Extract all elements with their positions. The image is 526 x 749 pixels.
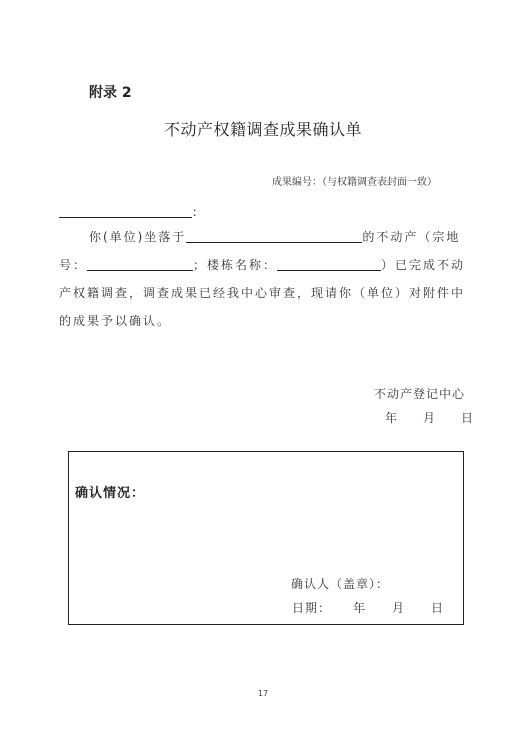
confirmation-month: 月 — [392, 601, 406, 615]
location-prefix: 你(单位)坐落于 — [89, 230, 187, 244]
parcel-no-label: 号： — [59, 258, 88, 272]
result-code-note: 成果编号：（与权籍调查表封面一致） — [272, 177, 437, 188]
confirmation-date — [292, 599, 444, 616]
location-blank — [186, 230, 362, 243]
paragraph-row-1 — [89, 228, 460, 245]
building-name-blank — [277, 258, 381, 271]
page-number: 17 — [257, 689, 269, 698]
completed-text: ）已完成不动 — [381, 258, 466, 272]
addressee-colon: ： — [192, 205, 205, 219]
paragraph-row-3: 产权籍调查，调查成果已经我中心审查，现请你（单位）对附件中 — [59, 286, 466, 300]
confirmation-date-label: 日期： — [292, 601, 332, 615]
issue-day: 日 — [461, 411, 474, 425]
confirmer-seal-label: 确认人（盖章）： — [291, 577, 390, 591]
issue-year: 年 — [385, 411, 398, 425]
paragraph-row-2 — [59, 256, 465, 273]
appendix-label: 附录 2 — [89, 85, 132, 101]
paragraph-row-4: 的成果予以确认。 — [59, 314, 172, 328]
confirmation-year: 年 — [353, 601, 367, 615]
issue-date — [385, 409, 473, 426]
addressee-line — [59, 203, 204, 220]
document-title: 不动产权籍调查成果确认单 — [163, 120, 362, 139]
parcel-no-blank — [87, 258, 193, 271]
confirmation-day: 日 — [431, 601, 445, 615]
confirmation-label: 确认情况： — [75, 486, 146, 501]
issuer-name: 不动产登记中心 — [374, 387, 466, 401]
building-name-label: ；楼栋名称： — [193, 258, 278, 272]
addressee-blank — [59, 205, 192, 218]
issue-month: 月 — [423, 411, 436, 425]
property-label: 的不动产（宗地 — [362, 230, 461, 244]
